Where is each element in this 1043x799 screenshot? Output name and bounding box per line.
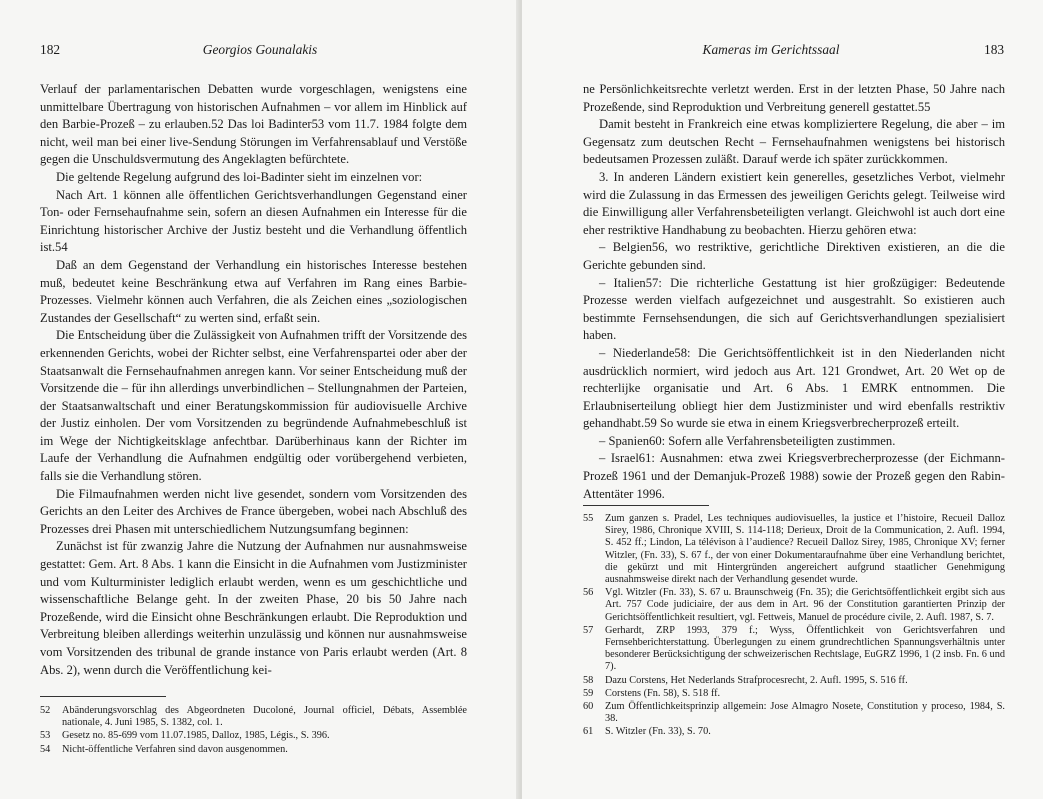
footnote-text: Vgl. Witzler (Fn. 33), S. 67 u. Braunschweig (Fn. 35); die Gerichtsöffentlichkeit ergibt sich aus Art. 757 Code judiciaire, der aus dem in Art. 96 der Constitution garantierten Prinzip der Gerichtsöffentlichkeit resultiert, vgl. Fettweis, Manuel de procédure civile, 2. Aufl. 1987, S. 7. — [605, 587, 1005, 623]
left-footnote — [40, 705, 467, 729]
footnote-rule-left — [40, 696, 166, 697]
right-footnote — [583, 675, 1005, 687]
footnote-text: Gerhardt, ZRP 1993, 379 f.; Wyss, Öffentlichkeit von Gerichtsverfahren und Fernsehberichterstattung. Überlegungen zu einem grundrechtlichen Spannungsverhältnis unter besonderer Berücksichtigung der schweizerischen Rechtslage, EuGRZ 1996, 1 (2 insb. Fn. 6 und 7). — [605, 624, 1005, 673]
left-paragraph: Daß an dem Gegenstand der Verhandlung ein historisches Interesse bestehen muß, bedeutet keine Beschränkung etwa auf Verfahren im Rang eines Barbie-Prozesses. Vielmehr können auch Verfahren, die als Zeichen eines „soziologischen Zustandes der Gesellschaft“ zu werten sind, erfaßt sein. — [40, 257, 467, 325]
running-head-left: Georgios Gounalakis — [202, 42, 318, 57]
right-paragraph: – Italien57: Die richterliche Gestattung ist hier großzügiger: Bedeutende Prozesse werden vielfach aufgezeichnet und ausgestrahlt. So existieren auch bestimmte Fernsehsendungen, die sich auf Gerichtsverhandlungen spezialisiert haben. — [583, 275, 1005, 343]
left-paragraph: Zunächst ist für zwanzig Jahre die Nutzung der Aufnahmen nur ausnahmsweise gestattet: Gem. Art. 8 Abs. 1 kann die Einsicht in die Aufnahmen vom Justizminister und vom Kulturminister lediglich erlaubt werden, wenn es um geschichtliche und wissenschaftliche Belange geht. In der zweiten Phase, 20 bis 50 Jahre nach Prozeßende, wird die Einsicht ohne Beschränkungen erlaubt. Die Reproduktion und Verbreitung bleiben allerdings weiterhin unzulässig und können nur ausnahmsweise vom Vorsitzenden des tribunal de grande instance von Paris erlaubt werden (Art. 8 Abs. 2), wenn durch die Veröffentlichung kei- — [40, 539, 467, 677]
right-paragraph: – Niederlande58: Die Gerichtsöffentlichkeit ist in den Niederlanden nicht ausdrücklich normiert, wird jedoch aus Art. 121 Grondwet, Art. 20 Wet op de rechterlijke organisatie und Art. 6 Abs. 1 EMRK entnommen. Die Erlaubniserteilung obliegt hier dem Justizminister und wird ebenfalls restriktiv gehandhabt.59 So wurde sie etwa in einem Kriegsverbrecherprozeß erteilt. — [583, 345, 1005, 431]
left-paragraph: Die Entscheidung über die Zulässigkeit von Aufnahmen trifft der Vorsitzende des erkennenden Gerichts, wobei der Richter selbst, eine Verfahrenspartei oder aber der Staatsanwalt die Fernsehaufnahmen anregen kann. Vor seiner Entscheidung muß der Vorsitzende die – für ihn allerdings unverbindlichen – Stellungnahmen der Parteien, der Staatsanwaltschaft und einer Beratungskommission für audiovisuelle Archive der Justiz einholen. Der vom Vorsitzenden zu begründende Aufnahmebeschluß ist im Wege der Nichtigkeitsklage anfechtbar. Darüberhinaus kann der Richter im Laufe der Verhandlung die Aufnahmen endgültig oder vorübergehend verbieten, falls sie die Verhandlung stören. — [40, 328, 467, 484]
footnote-text: Nicht-öffentliche Verfahren sind davon ausgenommen. — [62, 743, 288, 755]
footnote-number: 60 — [583, 701, 594, 713]
footnote-text: Zum Öffentlichkeitsprinzip allgemein: Jose Almagro Nosete, Constitution y proceso, 1984, S. 38. — [605, 701, 1005, 725]
left-footnote — [40, 730, 467, 742]
right-paragraph: – Belgien56, wo restriktive, gerichtliche Direktiven existieren, an die die Gerichte gebunden sind. — [583, 240, 1005, 272]
left-paragraph: Die geltende Regelung aufgrund des loi-Badinter sieht im einzelnen vor: — [56, 169, 423, 184]
right-footnote — [583, 726, 1005, 738]
footnote-text: Abänderungsvorschlag des Abgeordneten Ducoloné, Journal officiel, Débats, Assemblée nationale, 4. Juni 1985, S. 1382, col. 1. — [62, 705, 467, 729]
page-number-left: 182 — [40, 42, 61, 57]
left-paragraph: Nach Art. 1 können alle öffentlichen Gerichtsverhandlungen Gegenstand einer Ton- oder Fernsehaufnahme sein, sofern an diesen Aufnahmen ein Interesse für die Einrichtung historischer Archive der Justiz besteht und die Verhandlung öffentlich ist.54 — [40, 187, 467, 255]
right-paragraph: ne Persönlichkeitsrechte verletzt werden. Erst in der letzten Phase, 50 Jahre nach Prozeßende, sind Reproduktion und Verbreitung generell gestattet.55 — [583, 82, 1005, 114]
footnote-rule-right — [583, 505, 709, 506]
footnote-text: Zum ganzen s. Pradel, Les techniques audiovisuelles, la justice et l’histoire, Recueil Dalloz Sirey, 1986, Chronique XVIII, S. 114-118; Derieux, Droit de la Communication, 2. Aufl. 1994, S. 452 ff.; Lindon, La télévison à l’audience? Recueil Dalloz Sirey, 1985, Chronique XV; ferner Witzler, (Fn. 33), S. 67 f., der von einer Dokumentaraufnahme über eine Verhandlung berichtet, die gekürzt und mit Hintergründen angereichert aufgrund staatlicher Genehmigung ausnahmsweise direkt nach der Verhandlung gesendet wurde. — [605, 513, 1005, 586]
right-footnote — [583, 625, 1005, 674]
right-body-text — [583, 81, 1005, 503]
right-paragraph: – Spanien60: Sofern alle Verfahrensbeteiligten zustimmen. — [599, 433, 896, 448]
footnote-text: Corstens (Fn. 58), S. 518 ff. — [605, 687, 721, 699]
footnote-text: Gesetz no. 85-699 vom 11.07.1985, Dalloz, 1985, Légis., S. 396. — [62, 730, 330, 742]
page-number-right: 183 — [984, 42, 1005, 57]
footnote-number: 53 — [40, 730, 51, 742]
left-paragraph: Die Filmaufnahmen werden nicht live gesendet, sondern vom Vorsitzenden des Gerichts an den Leiter des Archives de France übergeben, wobei nach Abschluß des Prozesses drei Phasen mit unterschiedlichem Nutzungsumfang beginnen: — [40, 486, 467, 536]
footnote-number: 55 — [583, 513, 594, 524]
footnote-text: S. Witzler (Fn. 33), S. 70. — [605, 726, 711, 738]
right-paragraph: 3. In anderen Ländern existiert kein generelles, gesetzliches Verbot, vielmehr wird die Zulassung in das Ermessen des jeweiligen Gerichts gelegt. Teilweise wird die Einwilligung aller Verfahrensbeteiligten verlangt. Gleichwohl ist auch dort eine eher restriktive Handhabung zu beobachten. Hierzu gehören etwa: — [583, 169, 1005, 237]
left-footnotes — [40, 705, 467, 756]
right-footnote — [583, 701, 1005, 725]
footnote-number: 56 — [583, 587, 594, 599]
right-footnote — [583, 587, 1005, 624]
left-paragraph: Verlauf der parlamentarischen Debatten wurde vorgeschlagen, wenigstens eine unmittelbare Übertragung von historischen Aufnahmen – vor allem im Hinblick auf den Barbie-Prozeß – zu erlauben.52 Das loi Badinter53 vom 11.7. 1984 folgte dem nicht, weil man bei einer live-Sendung Störungen im Verfahrensablauf und Verstöße gegen die Unschuldsvermutung des Angeklagten befürchtete. — [40, 82, 467, 167]
footnote-number: 54 — [40, 743, 51, 755]
running-head-right: Kameras im Gerichtssaal — [702, 42, 840, 57]
footnote-number: 57 — [583, 624, 594, 636]
right-paragraph: Damit besteht in Frankreich eine etwas kompliziertere Regelung, die aber – im Gegensatz zum deutschen Recht – Fernsehaufnahmen wenigstens bei historisch bedeutsamen Prozessen zuläßt. Darauf werde ich später zurückkommen. — [583, 117, 1005, 167]
footnote-number: 59 — [583, 687, 594, 699]
footnote-number: 58 — [583, 674, 594, 686]
left-page — [0, 0, 520, 799]
footnote-number: 52 — [40, 705, 51, 716]
left-footnote — [40, 744, 467, 756]
left-body-text — [40, 81, 467, 679]
footnote-number: 61 — [583, 726, 594, 738]
right-footnote — [583, 513, 1005, 586]
right-page — [522, 0, 1043, 799]
right-paragraph: – Israel61: Ausnahmen: etwa zwei Kriegsverbrecherprozesse (der Eichmann-Prozeß 1961 und der Demanjuk-Prozeß 1988) sowie der Prozeß gegen den Rabin-Attentäter 1996. — [583, 451, 1005, 501]
right-footnotes — [583, 513, 1005, 739]
right-footnote — [583, 688, 1005, 700]
footnote-text: Dazu Corstens, Het Nederlands Strafprocesrecht, 2. Aufl. 1995, S. 516 ff. — [605, 674, 908, 686]
